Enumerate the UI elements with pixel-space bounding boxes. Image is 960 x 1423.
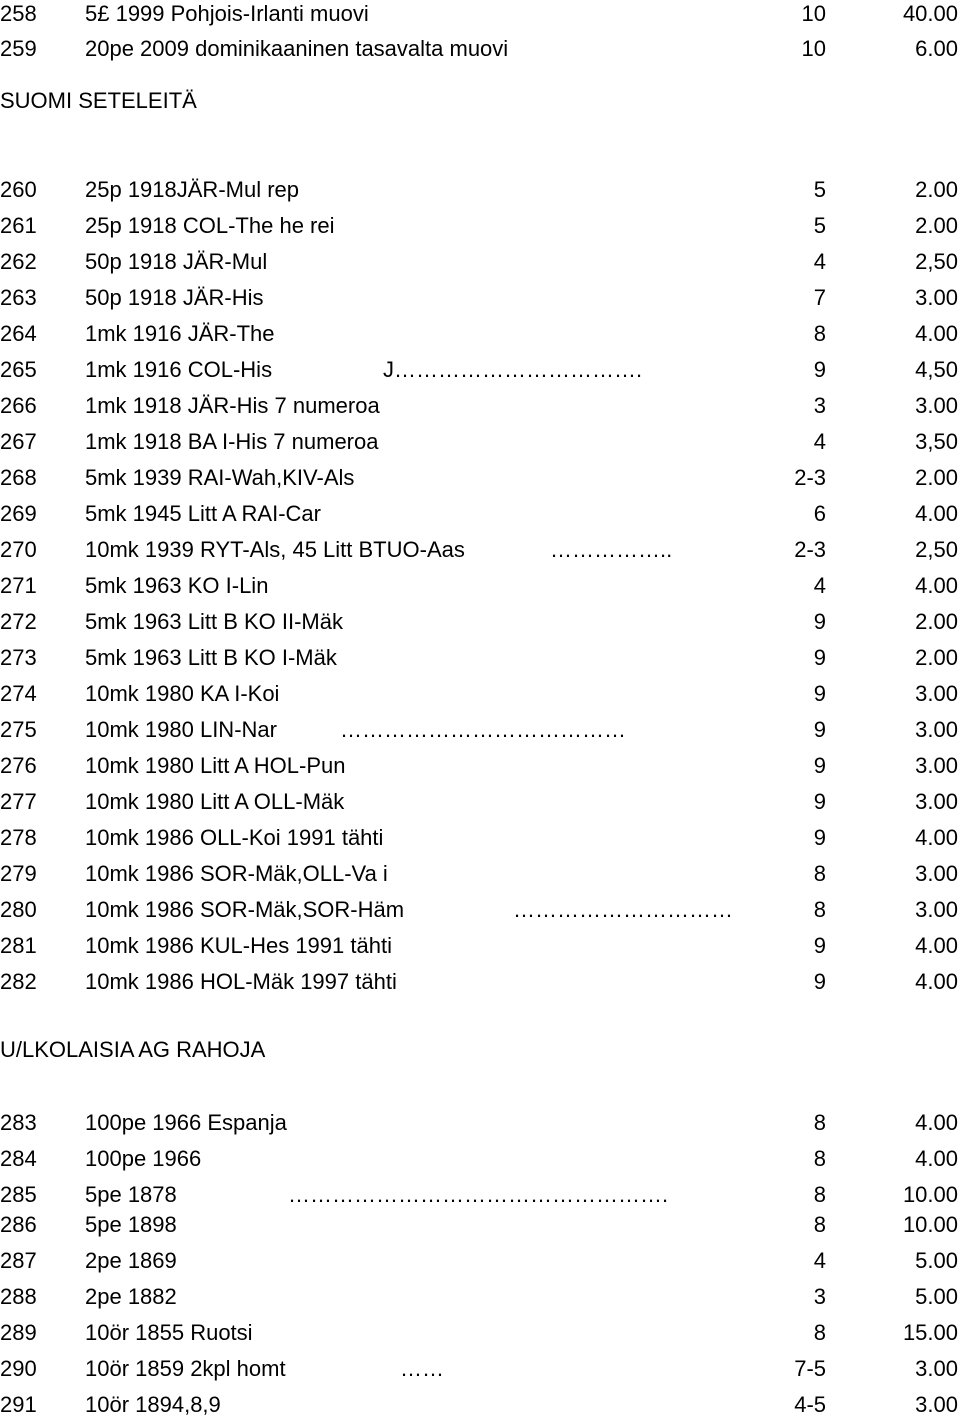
- item-condition: 4-5: [794, 1392, 826, 1417]
- item-condition: 9: [813, 609, 826, 634]
- item-condition: 5: [813, 213, 826, 238]
- item-price: 3.00: [915, 897, 958, 922]
- list-item: [0, 1243, 960, 1279]
- item-number: 287: [0, 1248, 37, 1273]
- item-number: 275: [0, 717, 37, 742]
- item-condition: 8: [813, 1212, 826, 1237]
- item-condition: 3: [813, 393, 826, 418]
- item-number: 263: [0, 285, 37, 310]
- item-condition: 4: [813, 573, 826, 598]
- item-price: 3.00: [915, 1392, 958, 1417]
- list-item: [0, 784, 960, 820]
- item-description: 2pe 1882: [85, 1284, 177, 1309]
- item-price: 4.00: [915, 1146, 958, 1171]
- item-price: 3.00: [915, 753, 958, 778]
- item-number: 286: [0, 1212, 37, 1237]
- item-condition: 9: [813, 825, 826, 850]
- list-item: [0, 460, 960, 496]
- item-condition: 3: [813, 1284, 826, 1309]
- section-heading: U/LKOLAISIA AG RAHOJA: [0, 1037, 266, 1062]
- item-description: 50p 1918 JÄR-His: [85, 285, 264, 310]
- dotted-leader: ……: [400, 1356, 444, 1381]
- list-item: [0, 316, 960, 352]
- item-number: 281: [0, 933, 37, 958]
- item-description: 10mk 1986 SOR-Mäk,OLL-Va i: [85, 861, 388, 886]
- item-condition: 2-3: [794, 465, 826, 490]
- item-price: 4,50: [915, 357, 958, 382]
- item-price: 5.00: [915, 1284, 958, 1309]
- item-price: 4.00: [915, 933, 958, 958]
- list-item: [0, 928, 960, 964]
- list-item: [0, 964, 960, 1000]
- item-number: 262: [0, 249, 37, 274]
- item-condition: 8: [813, 321, 826, 346]
- item-number: 282: [0, 969, 37, 994]
- item-description: 10mk 1980 KA I-Koi: [85, 681, 280, 706]
- item-description: 20pe 2009 dominikaaninen tasavalta muovi: [85, 36, 509, 61]
- list-item: [0, 388, 960, 424]
- item-description: 25p 1918JÄR-Mul rep: [85, 177, 300, 202]
- list-item: [0, 208, 960, 244]
- item-description: 5£ 1999 Pohjois-Irlanti muovi: [85, 1, 369, 26]
- item-description: 25p 1918 COL-The he rei: [85, 213, 335, 238]
- item-number: 291: [0, 1392, 37, 1417]
- item-number: 276: [0, 753, 37, 778]
- item-price: 4.00: [915, 825, 958, 850]
- item-condition: 7-5: [794, 1356, 826, 1381]
- list-item: [0, 1387, 960, 1423]
- item-description: 5pe 1878: [85, 1182, 177, 1207]
- item-condition: 8: [813, 861, 826, 886]
- item-price: 10.00: [902, 1212, 958, 1237]
- list-item: [0, 532, 960, 568]
- item-description: 5pe 1898: [85, 1212, 177, 1237]
- item-number: 284: [0, 1146, 37, 1171]
- item-number: 278: [0, 825, 37, 850]
- list-item: [0, 712, 960, 748]
- item-price: 2,50: [915, 249, 958, 274]
- item-number: 272: [0, 609, 37, 634]
- item-number: 283: [0, 1110, 37, 1135]
- dotted-leader: …………………………: [513, 897, 733, 922]
- item-number: 274: [0, 681, 37, 706]
- item-description: 1mk 1916 JÄR-The: [85, 321, 275, 346]
- item-description: 10mk 1939 RYT-Als, 45 Litt BTUO-Aas: [85, 537, 465, 562]
- item-description: 10mk 1980 Litt A HOL-Pun: [85, 753, 346, 778]
- item-number: 279: [0, 861, 37, 886]
- item-price: 10.00: [902, 1182, 958, 1207]
- list-item: [0, 0, 960, 32]
- item-description: 5mk 1945 Litt A RAI-Car: [85, 501, 321, 526]
- item-condition: 8: [813, 1110, 826, 1135]
- item-price: 3.00: [915, 861, 958, 886]
- item-price: 2.00: [915, 213, 958, 238]
- list-item: [0, 31, 960, 67]
- item-price: 2.00: [915, 177, 958, 202]
- list-item: [0, 748, 960, 784]
- item-condition: 9: [813, 357, 826, 382]
- item-number: 290: [0, 1356, 37, 1381]
- item-condition: 4: [813, 429, 826, 454]
- item-condition: 8: [813, 1146, 826, 1171]
- item-description: 1mk 1916 COL-His: [85, 357, 273, 382]
- list-item: [0, 352, 960, 388]
- item-condition: 4: [813, 1248, 826, 1273]
- dotted-leader: …………………………………: [340, 717, 626, 742]
- item-price: 2.00: [915, 609, 958, 634]
- item-description: 1mk 1918 BA I-His 7 numeroa: [85, 429, 379, 454]
- item-description: 2pe 1869: [85, 1248, 177, 1273]
- item-price: 2.00: [915, 465, 958, 490]
- dotted-leader: ……………..: [550, 537, 673, 562]
- item-condition: 4: [813, 249, 826, 274]
- item-number: 271: [0, 573, 37, 598]
- item-condition: 8: [813, 897, 826, 922]
- item-number: 265: [0, 357, 37, 382]
- dotted-leader: …………………………………………….: [288, 1182, 669, 1207]
- item-condition: 9: [813, 933, 826, 958]
- item-price: 5.00: [915, 1248, 958, 1273]
- list-item: [0, 1207, 960, 1243]
- item-number: 268: [0, 465, 37, 490]
- item-description: 1mk 1918 JÄR-His 7 numeroa: [85, 393, 380, 418]
- list-item: [0, 424, 960, 460]
- item-number: 273: [0, 645, 37, 670]
- item-condition: 7: [813, 285, 826, 310]
- item-description: 100pe 1966: [85, 1146, 202, 1171]
- list-item: [0, 820, 960, 856]
- item-condition: 9: [813, 645, 826, 670]
- dotted-leader: J…………………………….: [383, 357, 643, 382]
- item-number: 277: [0, 789, 37, 814]
- item-number: 258: [0, 1, 37, 26]
- list-item: [0, 172, 960, 208]
- item-condition: 10: [801, 1, 826, 26]
- item-price: 4.00: [915, 969, 958, 994]
- item-price: 4.00: [915, 1110, 958, 1135]
- item-number: 266: [0, 393, 37, 418]
- list-item: [0, 1141, 960, 1177]
- item-price: 2,50: [915, 537, 958, 562]
- item-description: 5mk 1963 KO I-Lin: [85, 573, 269, 598]
- item-price: 3.00: [915, 393, 958, 418]
- item-number: 264: [0, 321, 37, 346]
- item-price: 6.00: [915, 36, 958, 61]
- list-item: [0, 568, 960, 604]
- list-item: [0, 1315, 960, 1351]
- item-price: 15.00: [902, 1320, 958, 1345]
- item-condition: 8: [813, 1320, 826, 1345]
- item-condition: 6: [813, 501, 826, 526]
- item-number: 259: [0, 36, 37, 61]
- item-number: 289: [0, 1320, 37, 1345]
- list-item: [0, 280, 960, 316]
- item-price: 3.00: [915, 681, 958, 706]
- item-price: 4.00: [915, 321, 958, 346]
- list-item: [0, 1279, 960, 1315]
- item-number: 261: [0, 213, 37, 238]
- list-item: [0, 856, 960, 892]
- item-condition: 5: [813, 177, 826, 202]
- item-number: 270: [0, 537, 37, 562]
- item-description: 10mk 1986 OLL-Koi 1991 tähti: [85, 825, 384, 850]
- item-price: 3,50: [915, 429, 958, 454]
- item-description: 10mk 1980 Litt A OLL-Mäk: [85, 789, 345, 814]
- section-heading: SUOMI SETELEITÄ: [0, 88, 197, 113]
- item-number: 285: [0, 1182, 37, 1207]
- item-number: 280: [0, 897, 37, 922]
- item-number: 260: [0, 177, 37, 202]
- item-condition: 9: [813, 789, 826, 814]
- list-item: [0, 892, 960, 928]
- item-description: 10mk 1980 LIN-Nar: [85, 717, 277, 742]
- item-condition: 10: [801, 36, 826, 61]
- item-description: 100pe 1966 Espanja: [85, 1110, 287, 1135]
- list-item: [0, 676, 960, 712]
- item-description: 10mk 1986 HOL-Mäk 1997 tähti: [85, 969, 397, 994]
- item-price: 3.00: [915, 285, 958, 310]
- item-description: 5mk 1939 RAI-Wah,KIV-Als: [85, 465, 355, 490]
- item-price: 4.00: [915, 573, 958, 598]
- item-number: 288: [0, 1284, 37, 1309]
- list-item: [0, 640, 960, 676]
- item-number: 267: [0, 429, 37, 454]
- item-price: 3.00: [915, 789, 958, 814]
- item-price: 3.00: [915, 717, 958, 742]
- item-price: 4.00: [915, 501, 958, 526]
- item-condition: 9: [813, 753, 826, 778]
- item-description: 10ör 1859 2kpl homt: [85, 1356, 286, 1381]
- item-price: 2.00: [915, 645, 958, 670]
- item-condition: 8: [813, 1182, 826, 1207]
- item-description: 5mk 1963 Litt B KO I-Mäk: [85, 645, 337, 670]
- item-description: 50p 1918 JÄR-Mul: [85, 249, 268, 274]
- item-number: 269: [0, 501, 37, 526]
- list-item: [0, 496, 960, 532]
- item-description: 10ör 1855 Ruotsi: [85, 1320, 253, 1345]
- list-item: [0, 1351, 960, 1387]
- item-description: 10ör 1894,8,9: [85, 1392, 221, 1417]
- item-price: 3.00: [915, 1356, 958, 1381]
- list-item: [0, 1105, 960, 1141]
- list-item: [0, 244, 960, 280]
- item-description: 10mk 1986 SOR-Mäk,SOR-Häm: [85, 897, 405, 922]
- item-description: 10mk 1986 KUL-Hes 1991 tähti: [85, 933, 392, 958]
- item-condition: 9: [813, 969, 826, 994]
- item-condition: 9: [813, 681, 826, 706]
- item-condition: 2-3: [794, 537, 826, 562]
- list-item: [0, 604, 960, 640]
- item-description: 5mk 1963 Litt B KO II-Mäk: [85, 609, 343, 634]
- item-condition: 9: [813, 717, 826, 742]
- item-price: 40.00: [902, 1, 958, 26]
